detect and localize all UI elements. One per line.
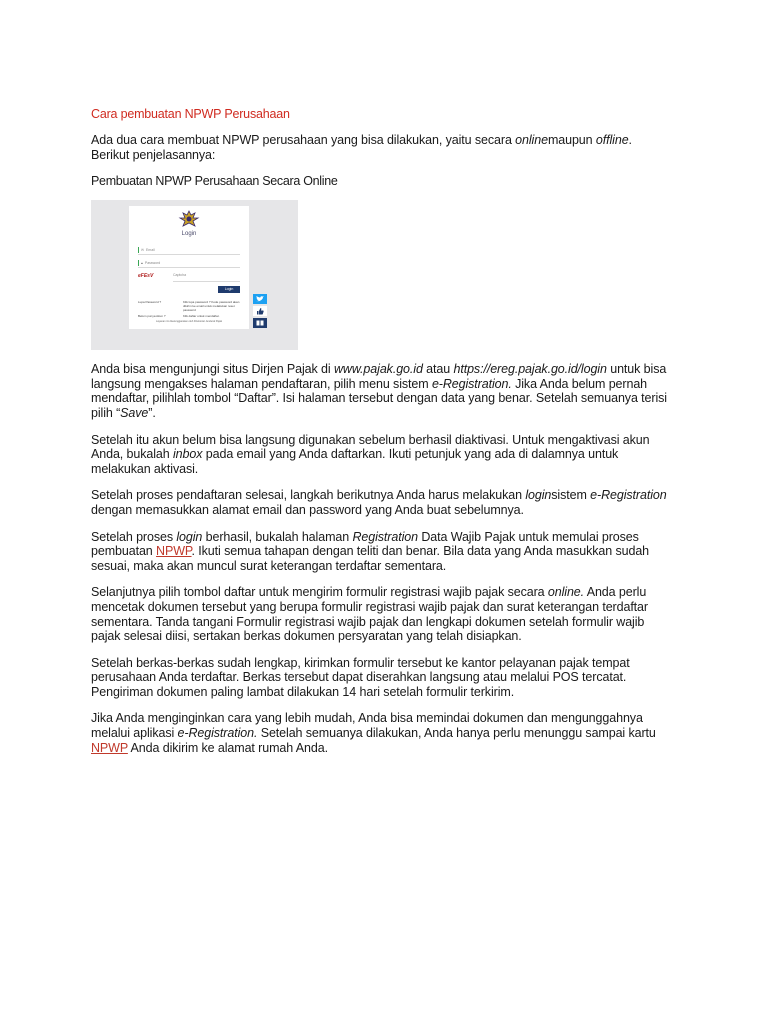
login-card xyxy=(129,206,249,329)
login-screenshot-figure xyxy=(91,200,298,350)
email-field[interactable]: ✉ Email xyxy=(138,246,240,255)
book-icon[interactable] xyxy=(253,318,267,328)
forgot-password-row: Lupa Password ? Klik lupa password ? Kode password akan dikirim ke email untuk melakukan reset password xyxy=(138,300,240,313)
paragraph-7: Jika Anda menginginkan cara yang lebih mudah, Anda bisa memindai dokumen dan mengunggahnya melalui aplikasi e-Registration. Setelah semuanya dilakukan, Anda hanya perlu menunggu sampai kartu NPWP Anda dikirim ke alamat rumah Anda. xyxy=(91,711,656,755)
paragraph-6: Setelah berkas-berkas sudah lengkap, kirimkan formulir tersebut ke kantor pelayanan pajak tempat perusahaan Anda terdaftar. Berkas tersebut dapat diserahkan langsung atau melalui POS tercatat. Pengiriman dokumen paling lambat dilakukan 14 hari setelah formulir terkirim. xyxy=(91,655,630,699)
login-footnote: Layanan ini diselenggarakan oleh Direktorat Jenderal Pajak xyxy=(155,320,222,324)
email-icon: ✉ xyxy=(141,248,144,253)
captcha-image: eFEsV xyxy=(138,273,154,280)
npwp-link[interactable]: NPWP xyxy=(91,740,128,755)
register-row: Belum punya Akun ? Klik daftar untuk mendaftar. xyxy=(138,314,220,319)
intro-paragraph: Ada dua cara membuat NPWP perusahaan yang bisa dilakukan, yaitu secara onlinemaupun offline. Berikut penjelasannya: xyxy=(91,133,632,162)
paragraph-3: Setelah proses pendaftaran selesai, langkah berikutnya Anda harus melakukan loginsistem e-Registration dengan memasukkan alamat email dan password yang Anda buat sebelumnya. xyxy=(91,488,667,517)
login-title: Login xyxy=(181,231,197,238)
npwp-link[interactable]: NPWP xyxy=(156,544,192,559)
paragraph-4: Setelah proses login berhasil, bukalah halaman Registration Data Wajib Pajak untuk memulai proses pembuatan NPWP. Ikuti semua tahapan dengan teliti dan benar. Bila data yang Anda masukkan sudah sesuai, maka akan muncul surat keterangan terdaftar sementara. xyxy=(91,529,650,573)
login-button[interactable]: Login xyxy=(218,286,240,293)
lock-icon: 🔒︎ xyxy=(141,261,143,266)
paragraph-2: Setelah itu akun belum bisa langsung digunakan sebelum berhasil diaktivasi. Untuk mengaktivasi akun Anda, bukalah inbox pada email yang Anda daftarkan. Ikuti petunjuk yang ada di dalamnya untuk melakukan aktivasi. xyxy=(91,432,650,476)
article-title: Cara pembuatan NPWP Perusahaan xyxy=(91,107,290,121)
garuda-emblem-icon xyxy=(178,210,200,230)
article xyxy=(91,107,671,767)
password-field[interactable]: 🔒︎ Password xyxy=(138,259,240,268)
paragraph-1: Anda bisa mengunjungi situs Dirjen Pajak di www.pajak.go.id atau https://ereg.pajak.go.id/login untuk bisa langsung mengakses halaman pendaftaran, pilih menu sistem e-Registration. Jika Anda belum pernah mendaftar, pilihlah tombol “Daftar”. Isi halaman tersebut dengan data yang benar. Setelah semuanya terisi pilih “Save”. xyxy=(91,362,667,420)
twitter-icon[interactable] xyxy=(253,294,267,304)
like-icon[interactable] xyxy=(253,306,267,316)
paragraph-5: Selanjutnya pilih tombol daftar untuk mengirim formulir registrasi wajib pajak secara online. Anda perlu mencetak dokumen tersebut yang berupa formulir registrasi wajib pajak dan surat keterangan terdaftar sementara. Tanda tangani Formulir registrasi wajib pajak dan lengkapi dokumen setelah formulir wajib pajak selesai diisi, sertakan berkas dokumen persyaratan yang telah disiapkan. xyxy=(91,585,648,644)
captcha-input[interactable]: Captcha xyxy=(173,273,240,282)
section-subheading: Pembuatan NPWP Perusahaan Secara Online xyxy=(91,174,338,189)
